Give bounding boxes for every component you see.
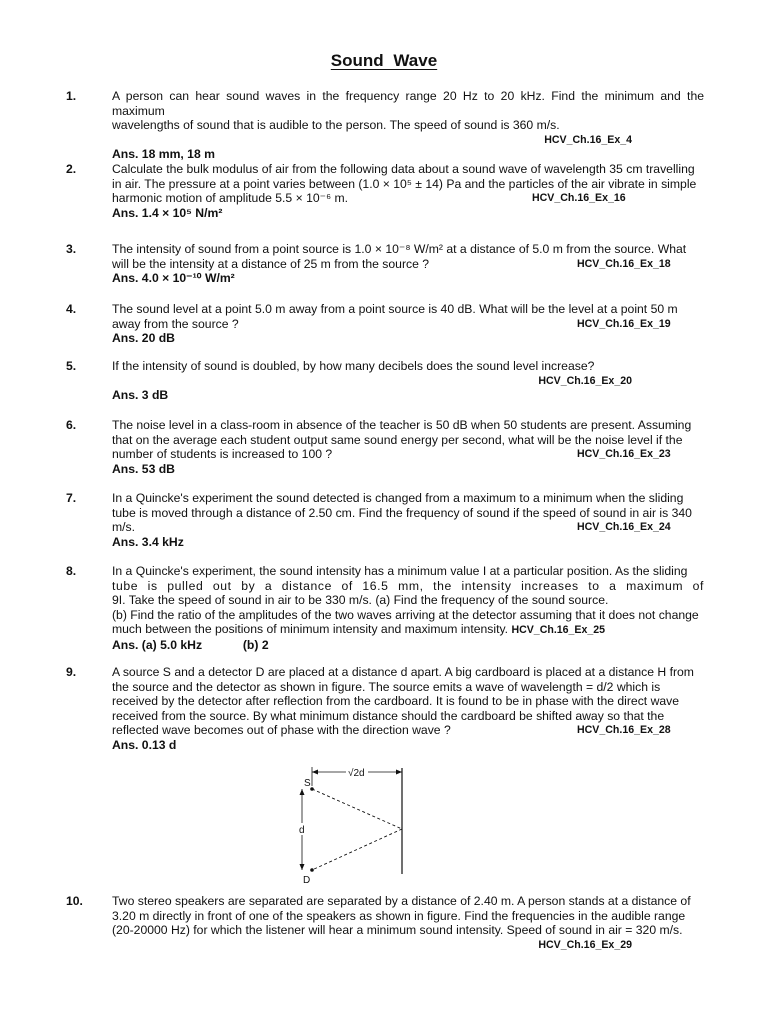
reference-tag: HCV_Ch.16_Ex_24 [577,521,671,534]
question-number: 10. [66,894,83,908]
question-number: 4. [66,302,77,316]
question-number: 2. [66,162,77,176]
question-text-line: number of students is increased to 100 ? [112,447,333,462]
question-text-line: A person can hear sound waves in the frequency range 20 Hz to 20 kHz. Find the minimum and the maximum [112,89,704,118]
reference-tag: HCV_Ch.16_Ex_23 [577,448,671,461]
answer: Ans. 3 dB [112,388,169,403]
question-text-line: Calculate the bulk modulus of air from the following data about a sound wave of wavelength 35 cm travelling [112,162,695,176]
question-text-line: If the intensity of sound is doubled, by how many decibels does the sound level increase? [112,359,595,373]
question-text-line: away from the source ? [112,316,239,331]
question-text-line: that on the average each student output same sound energy per second, what will be the noise level if the [112,432,683,447]
reflection-diagram [290,762,420,887]
label-source: S [304,778,311,789]
answer: Ans. 3.4 kHz [112,534,184,549]
answer-b: (b) 2 [242,637,269,652]
question-text-line: (20-20000 Hz) for which the listener will hear a minimum sound intensity. Speed of sound in air = 320 m/s. [112,923,683,938]
reference-tag: HCV_Ch.16_Ex_25 [511,624,606,637]
question-text-line: will be the intensity at a distance of 25 m from the source ? [112,256,430,271]
question-number: 9. [66,665,77,679]
label-root2d: √2d [348,768,365,779]
question-text-line: In a Quincke's experiment, the sound intensity has a minimum value I at a particular position. As the sliding [112,564,688,578]
question-number: 1. [66,89,77,103]
label-d: d [299,825,305,836]
reflected-ray [312,829,402,870]
question-text-line: In a Quincke's experiment the sound detected is changed from a maximum to a minimum when the sliding [112,491,684,505]
question-text-line: reflected wave becomes out of phase with the direction wave ? [112,723,451,738]
question-text-line: The noise level in a class-room in absence of the teacher is 50 dB when 50 students are present. Assuming [112,418,692,432]
answer: Ans. 18 mm, 18 m [112,147,215,162]
answer: Ans. 1.4 × 10⁵ N/m² [112,205,223,220]
answer: Ans. 53 dB [112,461,175,476]
question-text-line: wavelengths of sound that is audible to the person. The speed of sound is 360 m/s. [112,118,560,133]
question-text-line: Two stereo speakers are separated are separated by a distance of 2.40 m. A person stands at a distance of [112,894,691,908]
question-number: 8. [66,564,77,578]
reference-tag: HCV_Ch.16_Ex_4 [544,133,632,146]
question-text-line: A source S and a detector D are placed at a distance d apart. A big cardboard is placed at a distance H from [112,665,694,679]
question-text-line: tube is moved through a distance of 2.50 cm. Find the frequency of sound if the speed of sound in air is 340 [112,505,692,520]
question-text-line: in air. The pressure at a point varies between (1.0 × 10⁵ ± 14) Pa and the particles of the air vibrate in simple [112,176,697,191]
question-number: 7. [66,491,77,505]
page-title: Sound Wave [330,51,438,70]
question-text-line: tube is pulled out by a distance of 16.5 mm, the intensity increases to a maximum of [112,578,704,593]
answer: Ans. 20 dB [112,331,175,346]
question-text-line: received from the source. By what minimum distance should the cardboard be shifted away so that the [112,708,665,723]
question-text-line: The intensity of sound from a point source is 1.0 × 10⁻⁸ W/m² at a distance of 5.0 m from the source. What [112,242,687,256]
question-text-line: The sound level at a point 5.0 m away from a point source is 40 dB. What will be the level at a point 50 m [112,302,678,316]
reference-tag: HCV_Ch.16_Ex_19 [577,317,671,330]
question-text-line: 3.20 m directly in front of one of the speakers as shown in figure. Find the frequencies in the audible range [112,908,686,923]
question-text-line: much between the positions of minimum intensity and maximum intensity. [112,622,509,637]
answer: Ans. 0.13 d [112,737,177,752]
question-text-line: harmonic motion of amplitude 5.5 × 10⁻⁶ m. [112,191,349,206]
label-detector: D [303,875,311,886]
reference-tag: HCV_Ch.16_Ex_29 [538,938,632,951]
question-number: 3. [66,242,77,256]
question-number: 5. [66,359,77,373]
question-text-line: the source and the detector as shown in figure. The source emits a wave of wavelength = d/2 which is [112,679,661,694]
answer-a: Ans. (a) 5.0 kHz [112,637,203,652]
question-text-line: received by the detector after reflection from the cardboard. It is found to be in phase with the direct wave [112,694,680,709]
incident-ray [312,789,402,829]
question-text-line: m/s. [112,520,136,535]
answer: Ans. 4.0 × 10⁻¹⁰ W/m² [112,271,235,286]
reference-tag: HCV_Ch.16_Ex_28 [577,724,671,737]
question-number: 6. [66,418,77,432]
reference-tag: HCV_Ch.16_Ex_20 [538,374,632,387]
reference-tag: HCV_Ch.16_Ex_16 [532,192,626,205]
question-text-line: 9I. Take the speed of sound in air to be 330 m/s. (a) Find the frequency of the sound source. [112,593,609,608]
reference-tag: HCV_Ch.16_Ex_18 [577,257,671,270]
question-text-line: (b) Find the ratio of the amplitudes of the two waves arriving at the detector assuming that it does not change [112,607,699,622]
